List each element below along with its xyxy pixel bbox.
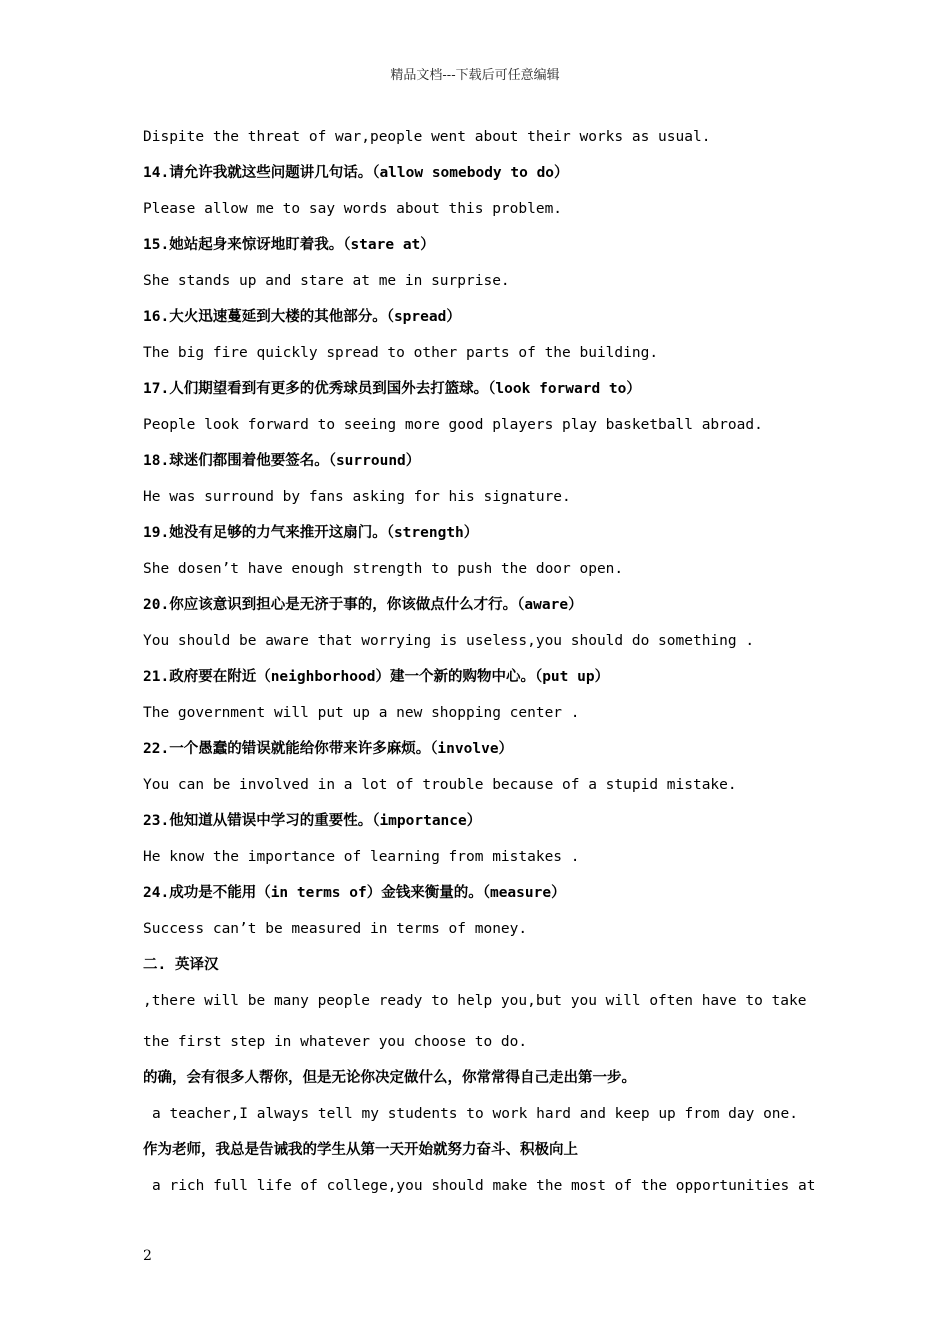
page-number: 2 xyxy=(143,1248,152,1264)
question-line: 16.大火迅速蔓延到大楼的其他部分。（spread） xyxy=(143,309,461,325)
answer-line: ,there will be many people ready to help you,but you will often have to take xyxy=(143,993,807,1009)
page-header: 精品文档---下载后可任意编辑 xyxy=(390,68,560,83)
answer-line: a rich full life of college,you should make the most of the opportunities at xyxy=(152,1178,816,1194)
question-line: 的确，会有很多人帮你，但是无论你决定做什么，你常常得自己走出第一步。 xyxy=(143,1070,636,1086)
question-line: 24.成功是不能用（in terms of）金钱来衡量的。（measure） xyxy=(143,885,566,901)
answer-line: She stands up and stare at me in surprise. xyxy=(143,273,510,289)
question-line: 17.人们期望看到有更多的优秀球员到国外去打篮球。（look forward to） xyxy=(143,381,641,397)
question-line: 19.她没有足够的力气来推开这扇门。（strength） xyxy=(143,525,479,541)
answer-line: the first step in whatever you choose to do. xyxy=(143,1034,528,1050)
answer-line: You can be involved in a lot of trouble because of a stupid mistake. xyxy=(143,777,737,793)
question-line: 21.政府要在附近（neighborhood）建一个新的购物中心。（put up） xyxy=(143,669,610,685)
answer-line: The big fire quickly spread to other parts of the building. xyxy=(143,345,659,361)
question-line: 22.一个愚蠢的错误就能给你带来许多麻烦。（involve） xyxy=(143,741,514,757)
question-line: 14.请允许我就这些问题讲几句话。（allow somebody to do） xyxy=(143,165,569,181)
answer-line: He was surround by fans asking for his signature. xyxy=(143,489,571,505)
answer-line: You should be aware that worrying is useless,you should do something . xyxy=(143,633,755,649)
answer-line: Please allow me to say words about this problem. xyxy=(143,201,563,217)
answer-line: a teacher,I always tell my students to work hard and keep up from day one. xyxy=(152,1106,799,1122)
question-line: 23.他知道从错误中学习的重要性。（importance） xyxy=(143,813,482,829)
answer-line: People look forward to seeing more good players play basketball abroad. xyxy=(143,417,763,433)
answer-line: She dosen’t have enough strength to push the door open. xyxy=(143,561,624,577)
question-line: 20.你应该意识到担心是无济于事的，你该做点什么才行。（aware） xyxy=(143,597,583,613)
answer-line: He know the importance of learning from mistakes . xyxy=(143,849,580,865)
answer-line: The government will put up a new shopping center . xyxy=(143,705,580,721)
question-line: 15.她站起身来惊讶地盯着我。（stare at） xyxy=(143,237,435,253)
question-line: 二. 英译汉 xyxy=(143,957,219,973)
answer-line: Dispite the threat of war,people went about their works as usual. xyxy=(143,129,711,145)
document-body xyxy=(143,123,823,1208)
question-line: 作为老师，我总是告诫我的学生从第一天开始就努力奋斗、积极向上 xyxy=(143,1142,578,1158)
answer-line: Success can’t be measured in terms of money. xyxy=(143,921,528,937)
question-line: 18.球迷们都围着他要签名。（surround） xyxy=(143,453,421,469)
